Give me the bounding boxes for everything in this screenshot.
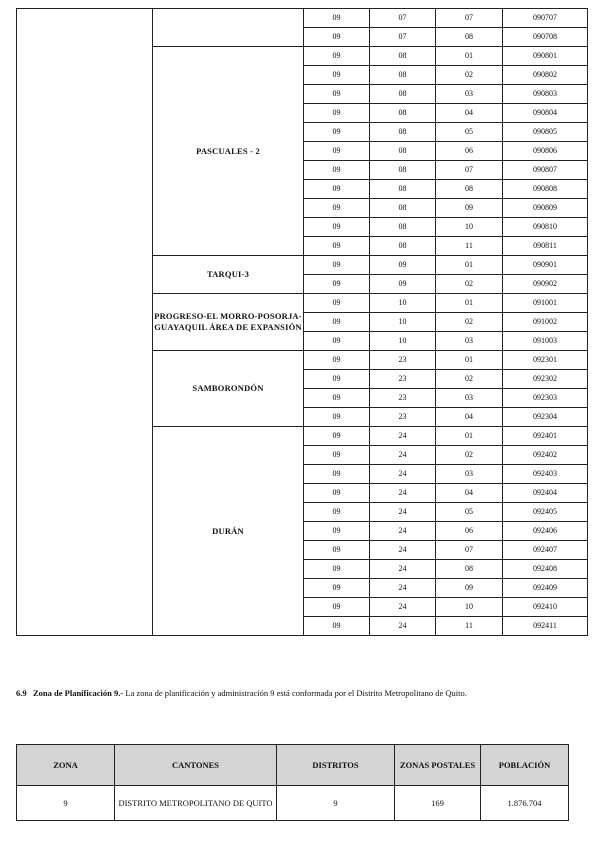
distritos-cell: 9 <box>277 786 395 821</box>
zone-cell: 09 <box>304 370 370 389</box>
zona-cell: 9 <box>17 786 115 821</box>
zone-cell: 09 <box>304 579 370 598</box>
district-cell: 07 <box>436 161 503 180</box>
district-cell: 01 <box>436 256 503 275</box>
canton-group-label: PASCUALES - 2 <box>153 47 304 256</box>
header-zona: ZONA <box>17 745 115 786</box>
postal-code-cell: 092404 <box>503 484 588 503</box>
district-cell: 08 <box>436 560 503 579</box>
zone-cell: 09 <box>304 161 370 180</box>
district-cell: 02 <box>436 66 503 85</box>
zone-cell: 09 <box>304 28 370 47</box>
postal-code-cell: 092407 <box>503 541 588 560</box>
district-cell: 03 <box>436 332 503 351</box>
district-cell: 05 <box>436 503 503 522</box>
canton-cell: 24 <box>370 484 436 503</box>
postal-code-cell: 090801 <box>503 47 588 66</box>
zone-cell: 09 <box>304 123 370 142</box>
canton-cell: 23 <box>370 351 436 370</box>
postal-code-cell: 092402 <box>503 446 588 465</box>
district-cell: 01 <box>436 294 503 313</box>
postal-code-cell: 092406 <box>503 522 588 541</box>
zone-cell: 09 <box>304 522 370 541</box>
zone-cell: 09 <box>304 598 370 617</box>
postal-code-cell: 090806 <box>503 142 588 161</box>
canton-group-label: TARQUI-3 <box>153 256 304 294</box>
district-cell: 02 <box>436 275 503 294</box>
district-cell: 07 <box>436 541 503 560</box>
postal-code-cell: 090805 <box>503 123 588 142</box>
canton-cell: 08 <box>370 47 436 66</box>
canton-cell: 08 <box>370 123 436 142</box>
zone-cell: 09 <box>304 484 370 503</box>
canton-cell: 24 <box>370 579 436 598</box>
header-poblacion: POBLACIÓN <box>481 745 569 786</box>
canton-group-label <box>153 9 304 47</box>
district-cell: 02 <box>436 313 503 332</box>
canton-cell: 24 <box>370 446 436 465</box>
postal-code-cell: 092405 <box>503 503 588 522</box>
postal-code-cell: 090802 <box>503 66 588 85</box>
district-cell: 06 <box>436 522 503 541</box>
district-cell: 03 <box>436 389 503 408</box>
header-cantones: CANTONES <box>115 745 277 786</box>
zone-cell: 09 <box>304 9 370 28</box>
postal-code-cell: 092409 <box>503 579 588 598</box>
canton-cell: 09 <box>370 256 436 275</box>
zone-cell: 09 <box>304 465 370 484</box>
postal-code-cell: 090808 <box>503 180 588 199</box>
paragraph-number: 6.9 <box>16 687 27 698</box>
canton-cell: 09 <box>370 275 436 294</box>
zone-cell: 09 <box>304 446 370 465</box>
postal-code-cell: 091002 <box>503 313 588 332</box>
canton-cell: 24 <box>370 560 436 579</box>
canton-cell: 08 <box>370 85 436 104</box>
district-cell: 04 <box>436 104 503 123</box>
paragraph-heading: Zona de Planificación 9.- <box>33 687 124 698</box>
zone-cell: 09 <box>304 408 370 427</box>
postal-code-cell: 090901 <box>503 256 588 275</box>
zone-cell: 09 <box>304 560 370 579</box>
district-cell: 05 <box>436 123 503 142</box>
zone-cell: 09 <box>304 275 370 294</box>
zone-cell: 09 <box>304 47 370 66</box>
district-cell: 11 <box>436 617 503 636</box>
canton-group-label: SAMBORONDÓN <box>153 351 304 427</box>
poblacion-cell: 1.876.704 <box>481 786 569 821</box>
zone-cell: 09 <box>304 104 370 123</box>
district-cell: 09 <box>436 579 503 598</box>
canton-cell: 07 <box>370 28 436 47</box>
district-cell: 01 <box>436 47 503 66</box>
canton-cell: 08 <box>370 66 436 85</box>
zone-cell: 09 <box>304 180 370 199</box>
postal-code-cell: 090902 <box>503 275 588 294</box>
canton-cell: 24 <box>370 503 436 522</box>
postal-code-cell: 092410 <box>503 598 588 617</box>
zone-cell: 09 <box>304 294 370 313</box>
canton-cell: 10 <box>370 332 436 351</box>
postal-code-table-body <box>17 9 588 636</box>
canton-group-label: DURÁN <box>153 427 304 636</box>
zone-blank-cell <box>17 9 153 636</box>
district-cell: 08 <box>436 28 503 47</box>
postal-code-cell: 092301 <box>503 351 588 370</box>
district-cell: 03 <box>436 85 503 104</box>
district-cell: 02 <box>436 370 503 389</box>
zone-cell: 09 <box>304 351 370 370</box>
district-cell: 08 <box>436 180 503 199</box>
zone-cell: 09 <box>304 66 370 85</box>
zone-cell: 09 <box>304 617 370 636</box>
district-cell: 01 <box>436 351 503 370</box>
canton-cell: 08 <box>370 180 436 199</box>
canton-cell: 08 <box>370 237 436 256</box>
canton-cell: 10 <box>370 294 436 313</box>
summary-table-body <box>17 786 569 821</box>
district-cell: 07 <box>436 9 503 28</box>
paragraph-text: La zona de planificación y administración 9 está conformada por el Distrito Metropolitano de Quito. <box>125 687 467 698</box>
canton-cell: 07 <box>370 9 436 28</box>
postal-code-cell: 092411 <box>503 617 588 636</box>
postal-code-cell: 091003 <box>503 332 588 351</box>
zone-cell: 09 <box>304 199 370 218</box>
canton-cell: 24 <box>370 617 436 636</box>
postal-code-cell: 090804 <box>503 104 588 123</box>
zone-cell: 09 <box>304 313 370 332</box>
zone-cell: 09 <box>304 427 370 446</box>
canton-cell: 10 <box>370 313 436 332</box>
district-cell: 02 <box>436 446 503 465</box>
district-cell: 04 <box>436 484 503 503</box>
district-cell: 04 <box>436 408 503 427</box>
zone-cell: 09 <box>304 332 370 351</box>
canton-cell: 24 <box>370 427 436 446</box>
table-row <box>17 9 588 28</box>
canton-cell: 24 <box>370 522 436 541</box>
canton-cell: 08 <box>370 142 436 161</box>
district-cell: 10 <box>436 598 503 617</box>
district-cell: 10 <box>436 218 503 237</box>
canton-group-label: PROGRESO-EL MORRO-POSORJA-GUAYAQUIL ÁREA DE EXPANSIÓN <box>153 294 304 351</box>
canton-cell: 08 <box>370 104 436 123</box>
postal-code-cell: 092304 <box>503 408 588 427</box>
canton-cell: 23 <box>370 370 436 389</box>
zone-cell: 09 <box>304 256 370 275</box>
canton-cell: 23 <box>370 408 436 427</box>
canton-cell: 08 <box>370 218 436 237</box>
zone-cell: 09 <box>304 503 370 522</box>
canton-cell: 24 <box>370 541 436 560</box>
postal-code-cell: 092408 <box>503 560 588 579</box>
district-cell: 01 <box>436 427 503 446</box>
header-zonas-postales: ZONAS POSTALES <box>395 745 481 786</box>
zone-9-paragraph <box>16 687 576 700</box>
canton-cell: 24 <box>370 598 436 617</box>
zone-cell: 09 <box>304 218 370 237</box>
postal-code-cell: 090811 <box>503 237 588 256</box>
canton-cell: 08 <box>370 161 436 180</box>
postal-code-cell: 092401 <box>503 427 588 446</box>
canton-cell: 08 <box>370 199 436 218</box>
postal-code-cell: 090708 <box>503 28 588 47</box>
zonas-postales-cell: 169 <box>395 786 481 821</box>
canton-cell: 24 <box>370 465 436 484</box>
postal-code-cell: 090707 <box>503 9 588 28</box>
zone-cell: 09 <box>304 237 370 256</box>
postal-code-cell: 090809 <box>503 199 588 218</box>
zone-9-summary-table <box>16 744 569 821</box>
postal-code-cell: 090803 <box>503 85 588 104</box>
district-cell: 09 <box>436 199 503 218</box>
postal-code-cell: 091001 <box>503 294 588 313</box>
district-cell: 06 <box>436 142 503 161</box>
postal-code-cell: 092303 <box>503 389 588 408</box>
postal-code-cell: 090810 <box>503 218 588 237</box>
zone-cell: 09 <box>304 389 370 408</box>
cantones-cell: DISTRITO METROPOLITANO DE QUITO <box>115 786 277 821</box>
canton-cell: 23 <box>370 389 436 408</box>
postal-code-cell: 090807 <box>503 161 588 180</box>
table-row <box>17 786 569 821</box>
zone-cell: 09 <box>304 541 370 560</box>
zone-cell: 09 <box>304 85 370 104</box>
postal-code-cell: 092302 <box>503 370 588 389</box>
zone-cell: 09 <box>304 142 370 161</box>
header-distritos: DISTRITOS <box>277 745 395 786</box>
district-cell: 03 <box>436 465 503 484</box>
postal-code-table <box>16 8 588 636</box>
district-cell: 11 <box>436 237 503 256</box>
postal-code-cell: 092403 <box>503 465 588 484</box>
summary-header-row <box>17 745 569 786</box>
